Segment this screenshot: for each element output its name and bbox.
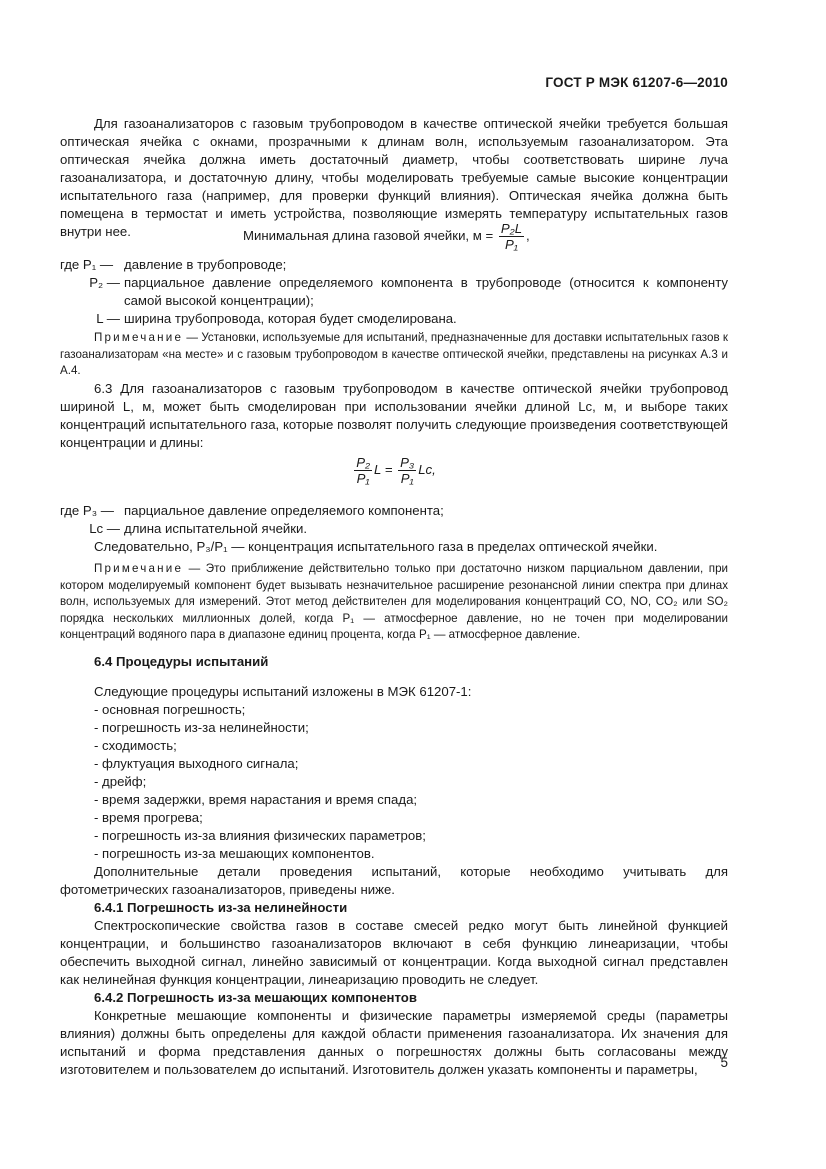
- list-item: - сходимость;: [94, 738, 177, 753]
- fraction-numerator: P₂L: [500, 221, 523, 236]
- formula-tail: ,: [526, 227, 530, 243]
- section-6-4-1-text: Спектроскопические свойства газов в составе смесей редко могут быть линейной функцией концентрации, и большинство газоанализаторов включают в себя функцию линеаризации, чтобы обеспечить выходной сигнал, линейно зависимый от концентрации. Когда выходной сигнал представлен как нелинейная функция концентрации, линеаризацию проводить не следует.: [60, 918, 728, 987]
- note-text: — Установки, используемые для испытаний, предназначенные для доставки испытательных газов к газоанализаторам «на месте» и с газовым трубопроводом в качестве оптической ячейки, представлены на рисунках А.3 и А.4.: [60, 331, 728, 377]
- fraction-p3-p1: [398, 455, 416, 486]
- note-1: [60, 330, 728, 380]
- fraction-denominator: P₁: [400, 471, 414, 486]
- definition-text: парциальное давление определяемого компонента;: [124, 503, 444, 518]
- definition-text: ширина трубопровода, которая будет смоделирована.: [124, 311, 457, 326]
- fraction-p2-p1: [354, 455, 372, 486]
- note-label: Примечание: [94, 331, 184, 344]
- formula-middle: L =: [374, 461, 393, 477]
- document-header: ГОСТ Р МЭК 61207-6—2010: [545, 75, 728, 90]
- definitions-2: [60, 502, 728, 556]
- section-6-4-1-heading: 6.4.1 Погрешность из-за нелинейности: [94, 900, 348, 915]
- definition-key: где P₁ —: [60, 257, 114, 272]
- list-item: - основная погрешность;: [94, 702, 246, 717]
- definition-p1: [60, 256, 728, 274]
- section-6-3: [60, 380, 728, 452]
- list-item: - время прогрева;: [94, 810, 203, 825]
- definition-text: давление в трубопроводе;: [124, 257, 287, 272]
- definition-text: длина испытательной ячейки.: [124, 521, 308, 536]
- formula-products: [60, 455, 728, 486]
- formula-label: Минимальная длина газовой ячейки, м =: [243, 227, 494, 243]
- page-number: 5: [720, 1055, 728, 1070]
- section-6-4-heading: 6.4 Процедуры испытаний: [94, 654, 269, 669]
- list-item: - дрейф;: [94, 774, 147, 789]
- definition-key: P₂ —: [89, 275, 120, 290]
- definition-text: парциальное давление определяемого компонента в трубопроводе (относится к компоненту самой высокой концентрации);: [124, 275, 728, 308]
- note-text: — Это приближение действительно только при достаточно низком парциальном давлении, при котором моделируемый компонент будет вызывать незначительное расширение резонансной линии спектра при длинах волн, используемых для измерений. Этот метод действителен для моделирования концентраций CO, NO, CO₂ или SO₂ порядка нескольких миллионных долей, когда P₁ — атмосферное давление, но не точен при моделировании концентраций водяного пара в диапазоне единиц процента, когда P₁ — атмосферное давление.: [60, 562, 728, 641]
- fraction-denominator: P₁: [504, 237, 518, 252]
- section-6-4-lead: Следующие процедуры испытаний изложены в МЭК 61207-1:: [94, 684, 472, 699]
- section-6-3-text: 6.3 Для газоанализаторов с газовым трубопроводом в качестве оптической ячейки трубопровод шириной L, м, может быть смоделирован при использовании ячейки длиной Lc, м, и выборе таких концентраций испытательного газа, которые позволят получить следующие произведения соответствующей концентрации и длины:: [60, 381, 728, 450]
- definition-key: Lc —: [89, 521, 120, 536]
- formula-fraction: [499, 221, 524, 252]
- section-6-4-extra: Дополнительные детали проведения испытаний, которые необходимо учитывать для фотометрических газоанализаторов, приведены ниже.: [60, 864, 728, 897]
- definition-p2: [60, 274, 728, 310]
- consequently-text: Следовательно, P₃/P₁ — концентрация испытательного газа в пределах оптической ячейки.: [94, 539, 658, 554]
- definition-p3: [60, 502, 728, 520]
- note-2: [60, 561, 728, 644]
- list-item: - флуктуация выходного сигнала;: [94, 756, 299, 771]
- section-6-4-2-text: Конкретные мешающие компоненты и физические параметры измеряемой среды (параметры влияния) должны быть определены для каждой области применения газоанализатора. Их значения для испытаний и форма представления данных о погрешностях должны быть согласованы между изготовителем и пользователем до испытаний. Изготовитель должен указать компоненты и параметры,: [60, 1008, 728, 1077]
- procedure-list: [60, 701, 728, 863]
- list-item: - погрешность из-за влияния физических параметров;: [94, 828, 426, 843]
- formula-tail: Lc,: [418, 461, 436, 477]
- definition-key: где P₃ —: [60, 503, 114, 518]
- formula-min-cell-length: [243, 221, 563, 252]
- list-item: - погрешность из-за мешающих компонентов.: [94, 846, 375, 861]
- intro-paragraph: Для газоанализаторов с газовым трубопроводом в качестве оптической ячейки требуется большая оптическая ячейка с окнами, прозрачными к длинам волн, используемым газоанализатором. Эта оптическая ячейка должна иметь достаточный диаметр, чтобы соответствовать ширине луча газоанализатора, и достаточную длину, чтобы моделировать требуемые самые высокие концентрации испытательного газа (например, для проверки функций влияния). Оптическая ячейка должна быть помещена в термостат и иметь устройства, позволяющие измерять температуру испытательных газов внутри нее.: [60, 116, 728, 239]
- fraction-numerator: P₃: [400, 455, 415, 470]
- list-item: - погрешность из-за нелинейности;: [94, 720, 309, 735]
- definition-key: L —: [96, 311, 120, 326]
- note-label: Примечание: [94, 562, 184, 575]
- definition-l: [60, 310, 728, 328]
- definition-lc: [60, 520, 728, 538]
- definitions-1: [60, 256, 728, 328]
- fraction-numerator: P₂: [356, 455, 371, 470]
- section-6-4: [60, 653, 728, 1079]
- fraction-denominator: P₁: [356, 471, 370, 486]
- section-6-4-2-heading: 6.4.2 Погрешность из-за мешающих компонентов: [94, 990, 417, 1005]
- list-item: - время задержки, время нарастания и время спада;: [94, 792, 418, 807]
- document-page: [60, 0, 728, 1169]
